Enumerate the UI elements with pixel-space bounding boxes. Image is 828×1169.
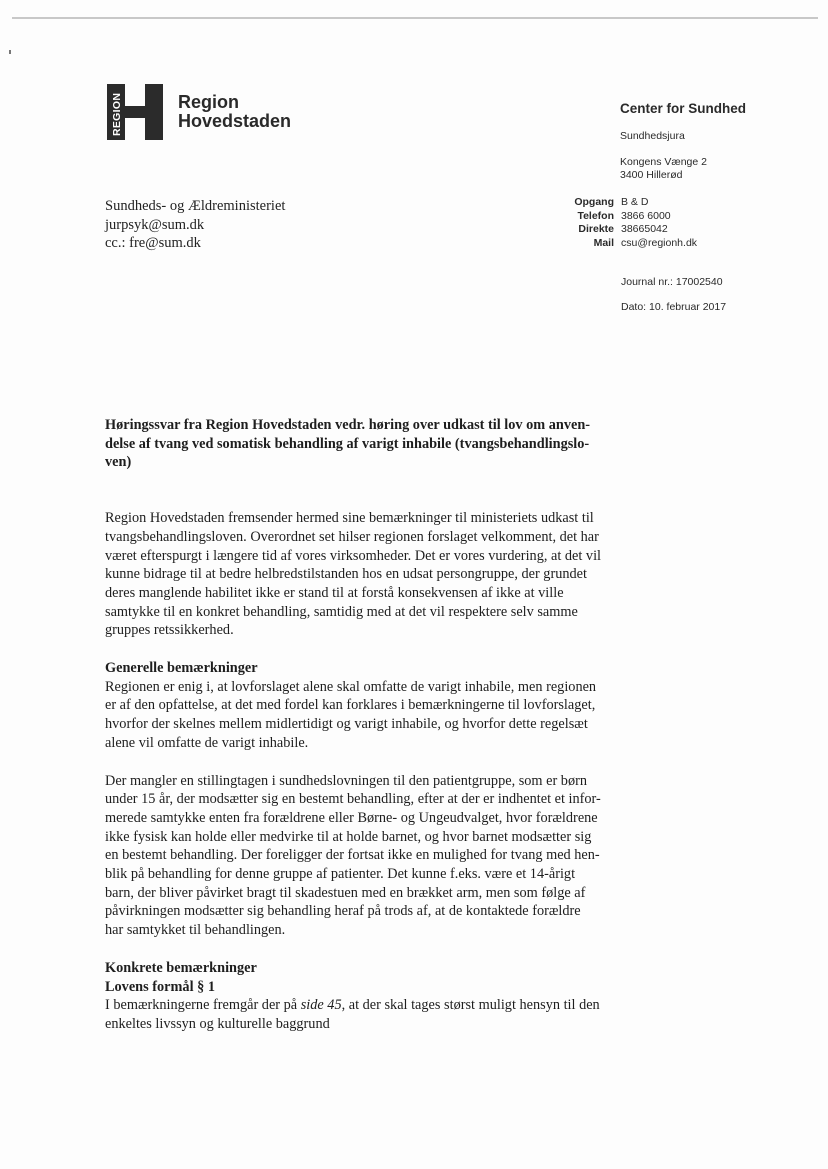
specific-subheading: Lovens formål § 1 <box>105 978 215 995</box>
intro-paragraph <box>105 509 625 640</box>
contact-label: Telefon <box>577 209 614 222</box>
page-reference: side 45 <box>300 997 342 1014</box>
subject-line: ven) <box>105 454 132 471</box>
intro-line: kunne bidrage til at bedre helbredstilstanden hos en udsat persongruppe, der grundet <box>105 566 587 583</box>
sender-center: Center for Sundhed <box>620 101 747 116</box>
children-line: Der mangler en stillingtagen i sundhedslovningen til den patientgruppe, som er børn <box>105 772 588 789</box>
recipient-line: Sundheds- og Ældreministeriet <box>105 198 286 214</box>
intro-line: gruppes retssikkerhed. <box>105 622 234 639</box>
children-line: merede samtykke enten fra forældrene eller Børne- og Ungeudvalget, hvor forældrene <box>105 809 598 826</box>
region-h-logo-mark <box>107 84 163 140</box>
contact-value: 38665042 <box>621 223 668 235</box>
children-line: har samtykket til behandlingen. <box>105 922 286 939</box>
intro-line: samtykke til en konkret behandling, samtidig med at det vil respektere selv samme <box>105 603 578 620</box>
letter-body <box>105 416 625 1034</box>
specific-paragraph <box>105 996 625 1033</box>
sender-address-line2: 3400 Hillerød <box>620 169 683 181</box>
children-line: blik på behandling for denne gruppe af patienter. Det kunne f.eks. være et 14-årigt <box>105 866 576 883</box>
general-line: er af den opfattelse, at det med fordel kan forklares i bemærkningerne til lovforslaget, <box>105 697 596 714</box>
logo-mark-text: REGION <box>111 92 123 136</box>
contact-label: Opgang <box>574 196 614 208</box>
journal-number: Journal nr.: 17002540 <box>621 276 723 288</box>
specific-line-end: , at der skal tages størst muligt hensyn til den <box>341 997 600 1014</box>
contact-value: B & D <box>621 196 649 208</box>
sender-address-line1: Kongens Vænge 2 <box>620 156 707 168</box>
children-line: barn, der bliver påvirket bragt til skadestuen med en brækket arm, men som følge af <box>105 884 586 901</box>
children-line: under 15 år, der modsætter sig en bestemt behandling, efter at der er indhentet et infor- <box>105 791 601 808</box>
subject-line: Høringssvar fra Region Hovedstaden vedr. høring over udkast til lov om anven- <box>105 417 591 433</box>
logo-name-line1: Region <box>178 92 239 112</box>
general-heading: Generelle bemærkninger <box>105 660 258 677</box>
sender-department: Sundhedsjura <box>620 130 685 142</box>
specific-line-start: I bemærkningerne fremgår der på <box>105 997 301 1014</box>
general-paragraph <box>105 678 625 753</box>
specific-line: enkeltes livssyn og kulturelle baggrund <box>105 1015 330 1032</box>
general-line: alene vil omfatte de varigt inhabile. <box>105 734 309 751</box>
contact-label: Direkte <box>578 223 614 235</box>
specific-heading: Konkrete bemærkninger <box>105 959 257 976</box>
contact-value: 3866 6000 <box>621 209 671 222</box>
children-paragraph <box>105 772 625 940</box>
intro-line: deres manglende habilitet ikke er stand til at forstå konsekvensen af ikke at ville <box>105 584 564 601</box>
scan-speck <box>9 50 11 54</box>
subject-heading <box>105 416 625 472</box>
specific-line <box>105 996 625 1015</box>
recipient-block <box>105 197 285 253</box>
intro-line: tvangsbehandlingsloven. Overordnet set hilser regionen forslaget velkomment, det har <box>105 528 599 545</box>
intro-line: været efterspurgt i længere tid af vores virksomheder. Det er vores vurdering, at det vil <box>105 547 602 564</box>
scan-edge-line <box>12 17 818 19</box>
children-line: en bestemt behandling. Der foreligger der fortsat ikke en mulighed for tvang med hen- <box>105 847 600 864</box>
logo-wordmark <box>178 93 318 131</box>
sender-address <box>620 156 707 182</box>
recipient-line: jurpsyk@sum.dk <box>105 216 205 233</box>
subject-line: delse af tvang ved somatisk behandling af varigt inhabile (tvangsbehandlingslo- <box>105 435 590 452</box>
general-line: Regionen er enig i, at lovforslaget alene skal omfatte de varigt inhabile, men regionen <box>105 678 597 695</box>
contact-value: csu@regionh.dk <box>621 236 698 249</box>
contact-labels <box>540 196 614 250</box>
general-line: hvorfor der skelnes mellem midlertidigt og varigt inhabile, og hvorfor dette regelsæt <box>105 716 588 733</box>
logo-name-line2: Hovedstaden <box>178 111 292 131</box>
contact-label: Mail <box>593 236 614 249</box>
intro-line: Region Hovedstaden fremsender hermed sine bemærkninger til ministeriets udkast til <box>105 510 594 527</box>
letter-date: Dato: 10. februar 2017 <box>621 301 727 313</box>
contact-values <box>621 196 801 250</box>
children-line: ikke fysisk kan holde eller medvirke til at holde barnet, og hvor barnet modsætter sig <box>105 828 592 845</box>
children-line: påvirkningen modsætter sig behandling heraf på trods af, at de kontaktede forældre <box>105 903 581 920</box>
recipient-line: cc.: fre@sum.dk <box>105 235 201 251</box>
